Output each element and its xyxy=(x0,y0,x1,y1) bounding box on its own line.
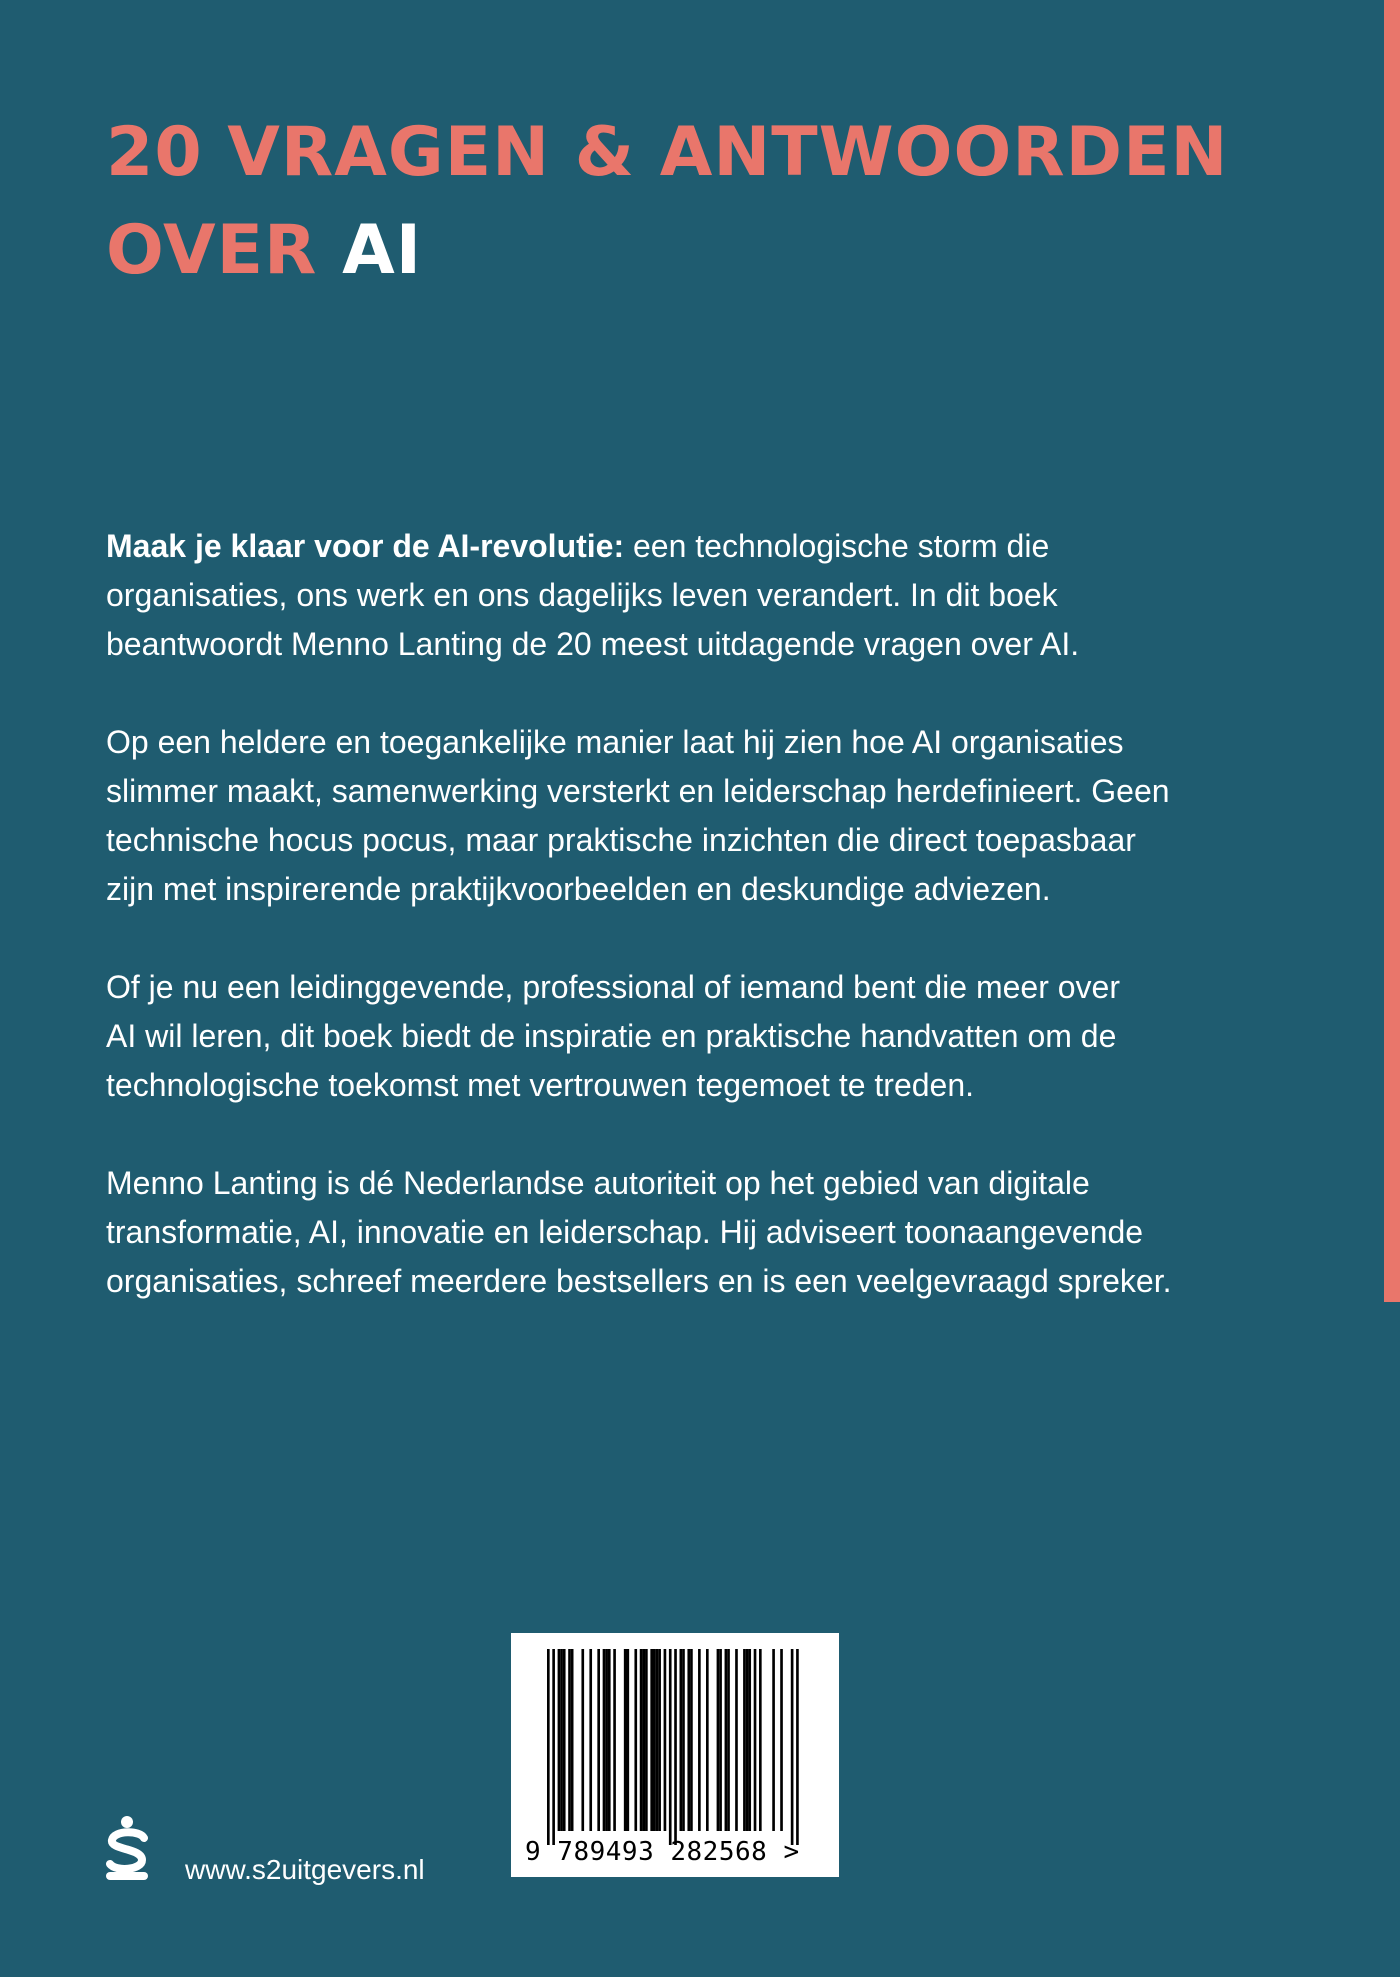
barcode-bar xyxy=(589,1649,592,1831)
barcode-bar xyxy=(634,1649,637,1831)
barcode-guard-bar xyxy=(674,1649,677,1845)
barcode-bar xyxy=(563,1649,566,1831)
barcode-guard-bar xyxy=(791,1649,794,1845)
barcode-bar xyxy=(780,1649,783,1831)
s2-publisher-logo-icon xyxy=(104,1816,150,1880)
barcode-bar xyxy=(656,1649,659,1831)
barcode-bar xyxy=(706,1649,709,1831)
blurb xyxy=(106,522,1306,1355)
barcode-bar xyxy=(653,1649,656,1831)
barcode-bar xyxy=(727,1649,730,1831)
barcode-bar xyxy=(664,1649,667,1831)
barcode-bar xyxy=(581,1649,584,1831)
barcode-bar xyxy=(568,1649,571,1831)
title-line-2-prefix: OVER xyxy=(106,211,318,290)
blurb-paragraph-1 xyxy=(106,522,1306,669)
barcode-guard-bar xyxy=(669,1649,672,1845)
barcode-bar xyxy=(640,1649,643,1831)
barcode-bar xyxy=(627,1649,630,1831)
barcode-bar xyxy=(687,1649,690,1831)
barcode-bar xyxy=(690,1649,693,1831)
barcode-bar xyxy=(642,1649,645,1831)
barcode-bar xyxy=(735,1649,738,1831)
barcode-bar xyxy=(772,1649,775,1831)
barcode-bar xyxy=(698,1649,701,1831)
edge-accent-stripe xyxy=(1384,0,1400,1302)
barcode-bar xyxy=(603,1649,606,1831)
barcode-bar xyxy=(571,1649,574,1831)
barcode-bar xyxy=(605,1649,608,1831)
barcode-bar xyxy=(748,1649,751,1831)
barcode-bar xyxy=(613,1649,616,1831)
title-line-2-accent: AI xyxy=(342,211,423,290)
barcode-bar xyxy=(746,1649,749,1831)
barcode-bar xyxy=(725,1649,728,1831)
barcode-bar xyxy=(650,1649,653,1831)
blurb-paragraph-2: Op een heldere en toegankelijke manier laat hij zien hoe AI organisaties slimmer maakt, samenwerking versterkt en leiderschap herdefinieert. Geen technische hocus pocus, maar praktische inzichten die direct toepasbaar zijn met inspirerende praktijkvoorbeelden en deskundige adviezen. xyxy=(106,724,1170,907)
barcode-bar xyxy=(624,1649,627,1831)
barcode-bar xyxy=(597,1649,600,1831)
blurb-paragraph-3: Of je nu een leidinggevende, professional of iemand bent die meer over AI wil leren, dit boek biedt de inspiratie en praktische handvatten om de technologische toekomst met vertrouwen tegemoet te treden. xyxy=(106,969,1120,1103)
publisher-website[interactable]: www.s2uitgevers.nl xyxy=(185,1854,425,1885)
barcode-bar xyxy=(682,1649,685,1831)
book-title xyxy=(106,104,1228,300)
barcode-guard-bar xyxy=(547,1649,550,1845)
barcode-bar xyxy=(645,1649,648,1831)
barcode-bar xyxy=(608,1649,611,1831)
barcode-bar xyxy=(558,1649,561,1831)
blurb-paragraph-1-rest: een technologische storm die organisaties, ons werk en ons dagelijks leven verandert. In dit boek beantwoordt Menno Lanting de 20 meest uitdagende vragen over AI. xyxy=(106,528,1080,662)
barcode-bar xyxy=(717,1649,720,1831)
barcode-bar xyxy=(754,1649,757,1831)
barcode-guard-bar xyxy=(796,1649,799,1845)
barcode-bar xyxy=(759,1649,762,1831)
isbn-number: 9 789493 282568 > xyxy=(525,1837,800,1867)
barcode-bar xyxy=(719,1649,722,1831)
barcode-bar xyxy=(658,1649,661,1831)
isbn-barcode xyxy=(511,1633,839,1877)
barcode-guard-bar xyxy=(552,1649,555,1845)
barcode-bar xyxy=(560,1649,563,1831)
barcode-bar xyxy=(680,1649,683,1831)
blurb-lead: Maak je klaar voor de AI-revolutie: xyxy=(106,528,625,564)
title-line-1: 20 VRAGEN & ANTWOORDEN xyxy=(106,113,1229,192)
barcode-bar xyxy=(743,1649,746,1831)
author-bio: Menno Lanting is dé Nederlandse autoriteit op het gebied van digitale transformatie, AI, innovatie en leiderschap. Hij adviseert toonaangevende organisaties, schreef meerdere bestsellers en is een veelgevraagd spreker. xyxy=(106,1165,1172,1299)
